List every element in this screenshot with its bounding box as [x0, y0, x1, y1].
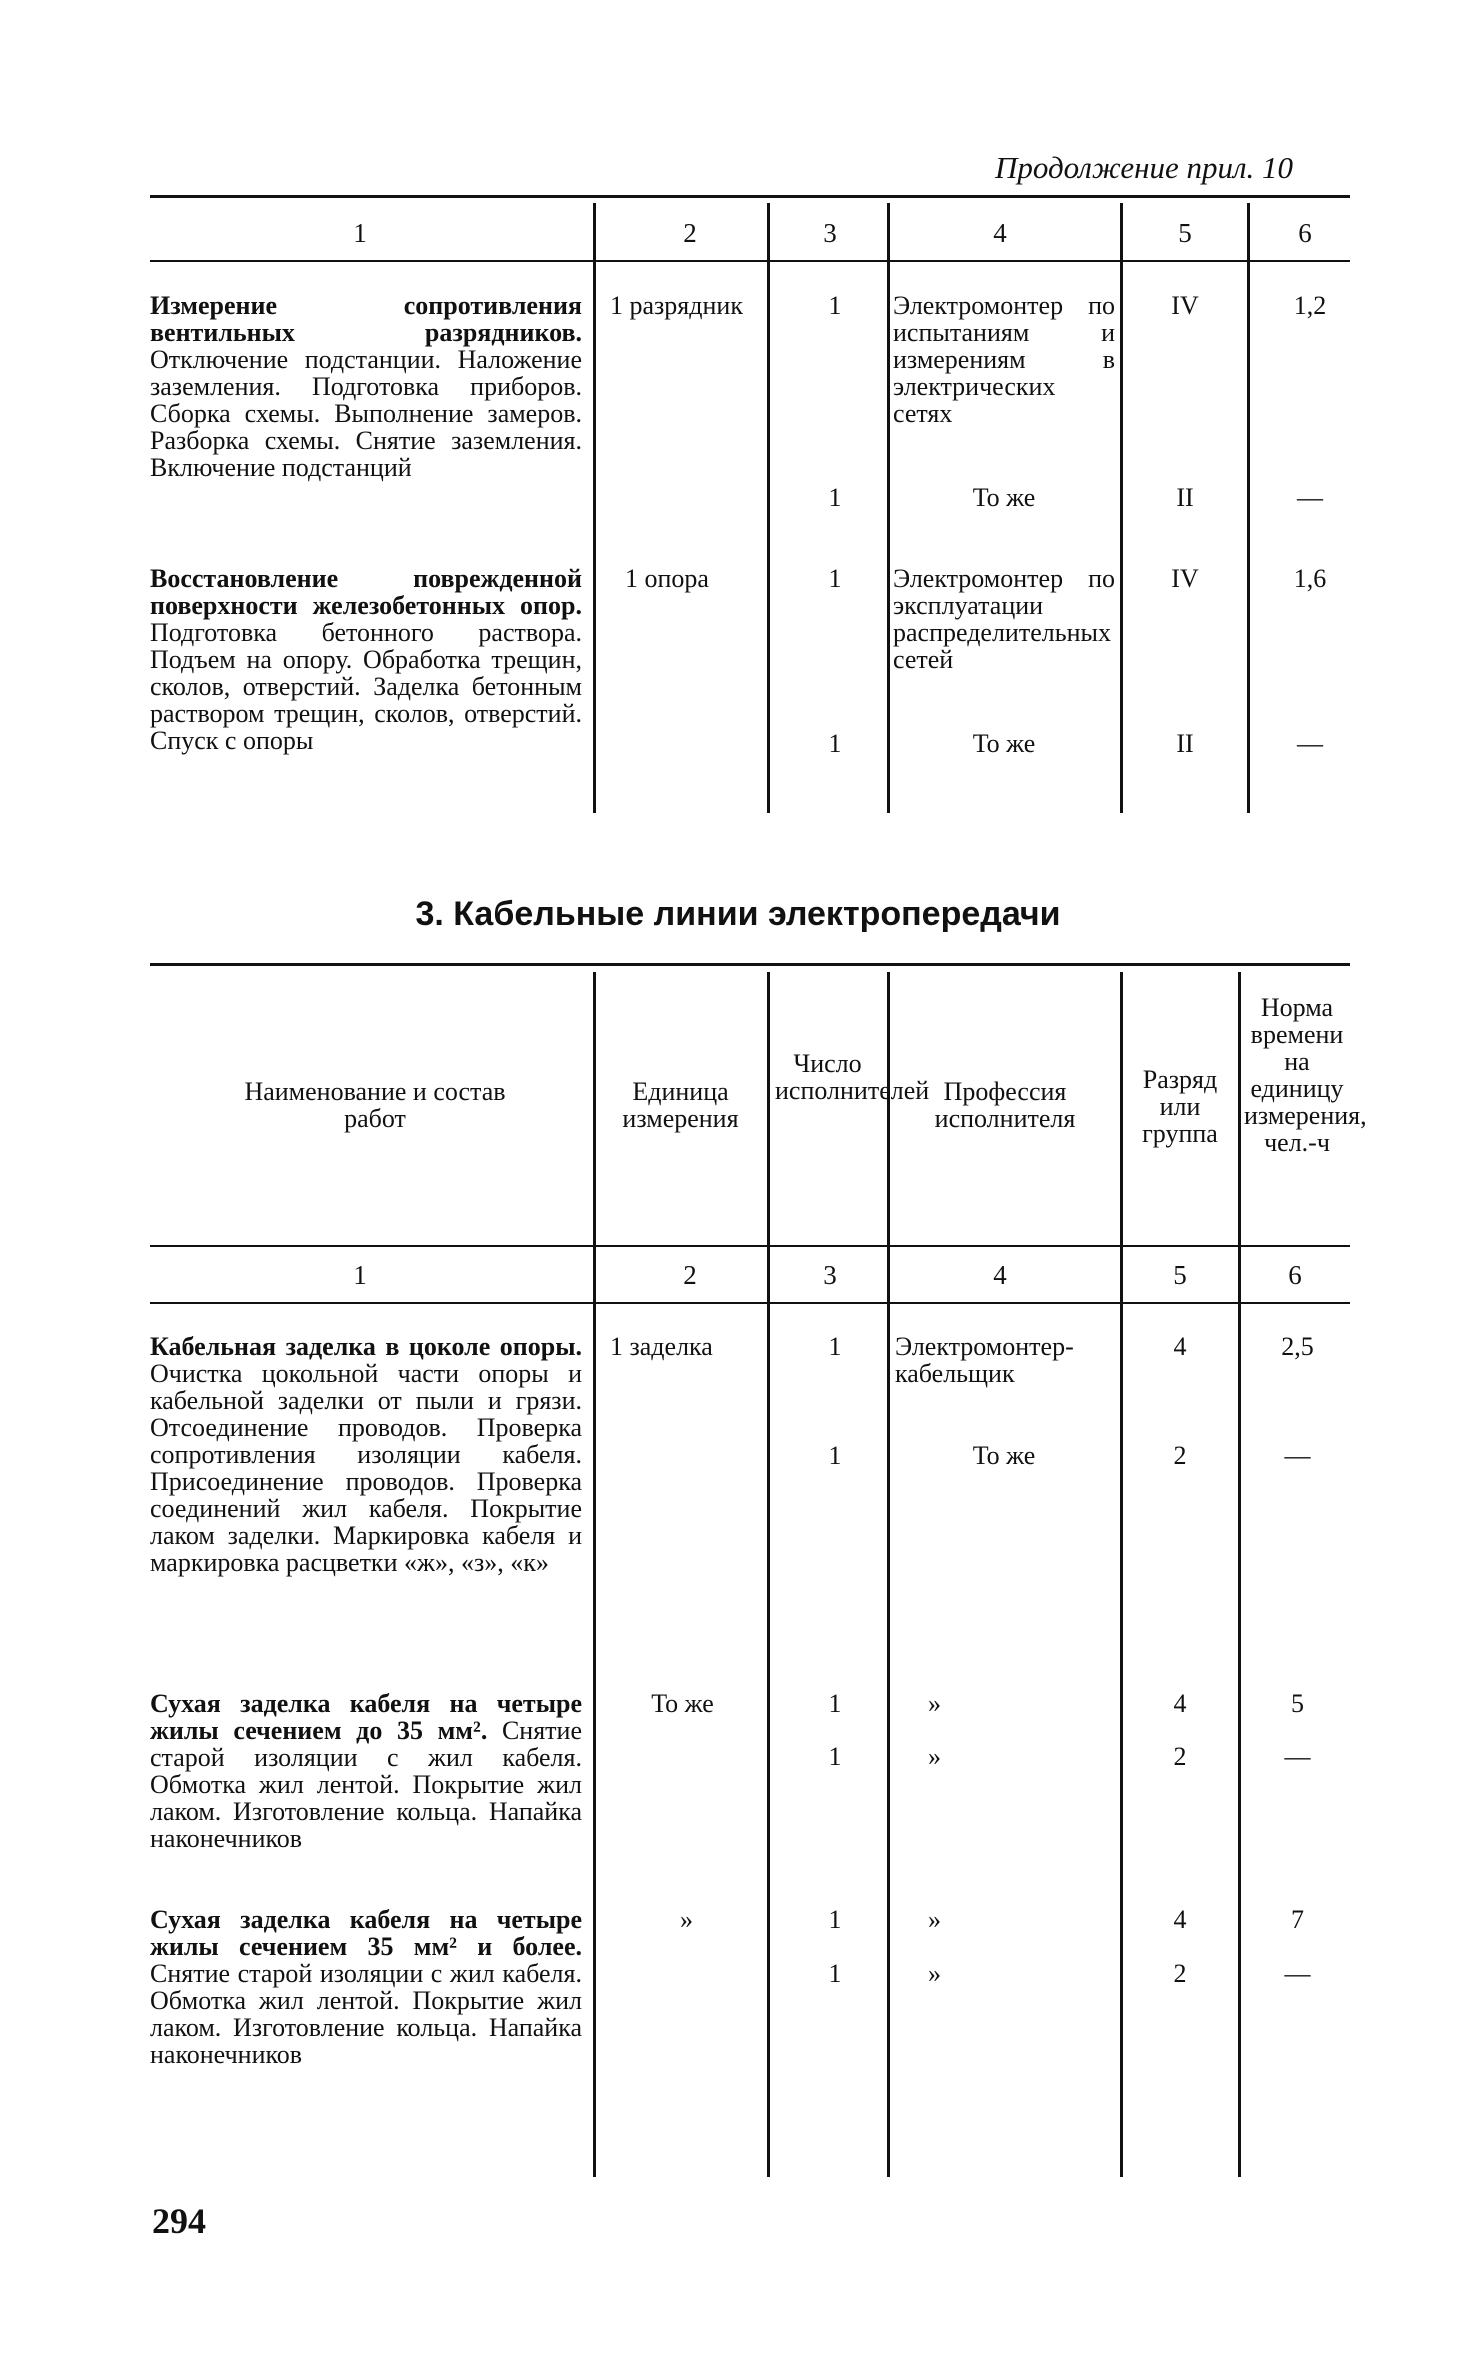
table-cell-profession: То же — [972, 483, 1036, 512]
table-cell-grade: IV — [1171, 291, 1199, 320]
column-header-profession: Профессия исполнителя — [934, 1077, 1076, 1133]
table-header-rule — [150, 260, 1350, 262]
table-cell-unit: То же — [651, 1689, 714, 1718]
table-cell-profession: То же — [972, 1441, 1036, 1470]
table-cell-count: 1 — [828, 1689, 842, 1718]
column-number: 5 — [1173, 1260, 1187, 1290]
table-cell-profession: » — [928, 1905, 941, 1934]
table-cell-unit: 1 разрядник — [610, 291, 743, 320]
table-cell-profession: » — [928, 1689, 941, 1718]
table-cell-norm: 1,2 — [1293, 291, 1327, 320]
column-number: 4 — [993, 1260, 1007, 1290]
column-divider — [887, 203, 890, 813]
column-divider — [887, 972, 890, 2177]
table-cell-norm: — — [1284, 1959, 1311, 1988]
table-cell-norm: 5 — [1291, 1689, 1304, 1718]
table-cell-count: 1 — [828, 564, 842, 593]
table-cell-count: 1 — [828, 1959, 842, 1988]
table-cell-grade: II — [1176, 729, 1194, 758]
table-cell-profession: » — [928, 1742, 941, 1771]
column-divider — [1120, 203, 1123, 813]
table-cell-norm: — — [1284, 1441, 1311, 1470]
table-cell-grade: 2 — [1173, 1959, 1187, 1988]
column-divider — [1120, 972, 1123, 2177]
column-header-name: Наименование и состав работ — [244, 1077, 506, 1133]
table-cell-count: 1 — [828, 291, 842, 320]
table-row-description: Восстановление поврежденной поверхности железобетонных опор. Подготовка бетонного раствора. Подъем на опору. Обработка трещин, сколов, отверстий. Заделка бетонным раствором трещин, сколов, отверстий. Спуск с опоры — [150, 564, 582, 755]
table-cell-unit: 1 опора — [625, 564, 709, 593]
column-header-grade: Разряд или группа — [1142, 1065, 1218, 1148]
table-top-rule — [150, 195, 1350, 198]
page-number: 294 — [152, 2201, 206, 2241]
table-cell-profession: Электромонтер-кабельщик — [895, 1332, 1074, 1388]
table-cell-count: 1 — [828, 729, 842, 758]
continuation-note: Продолжение прил. 10 — [995, 150, 1293, 185]
column-divider — [1238, 972, 1241, 2177]
column-number: 1 — [353, 1260, 367, 1290]
table-cell-norm: 7 — [1291, 1905, 1304, 1934]
table-cell-count: 1 — [828, 1742, 842, 1771]
column-number: 1 — [353, 218, 367, 248]
column-header-norm: Норма времени на единицу измерения, чел.-ч — [1244, 993, 1367, 1157]
table-cell-grade: 4 — [1173, 1332, 1187, 1361]
table-cell-count: 1 — [828, 1332, 842, 1361]
table-cell-grade: 4 — [1173, 1689, 1187, 1718]
table-row-description: Измерение сопротивления вентильных разрядников. Отключение подстанции. Наложение заземления. Подготовка приборов. Сборка схемы. Выполнение замеров. Разборка схемы. Снятие заземления. Включение подстанций — [150, 291, 582, 482]
column-divider — [1247, 203, 1250, 813]
table-row-description: Сухая заделка кабеля на четыре жилы сечением до 35 мм². Снятие старой изоляции с жил кабеля. Обмотка жил лентой. Покрытие жил лаком. Изготовление кольца. Напайка наконечников — [150, 1689, 582, 1853]
table-cell-count: 1 — [828, 483, 842, 512]
table-cell-norm: — — [1284, 1742, 1311, 1771]
table-cell-profession: Электромонтер по испытаниям и измерениям в электрических сетях — [893, 291, 1115, 428]
table-header-rule — [150, 1245, 1350, 1247]
table-cell-grade: 4 — [1173, 1905, 1187, 1934]
column-divider — [767, 203, 770, 813]
column-number: 6 — [1288, 1260, 1302, 1290]
table-cell-count: 1 — [828, 1905, 842, 1934]
column-divider — [767, 972, 770, 2177]
table-cell-norm: 1,6 — [1293, 564, 1327, 593]
table-row-description: Сухая заделка кабеля на четыре жилы сечением 35 мм² и более. Снятие старой изоляции с жил кабеля. Обмотка жил лентой. Покрытие жил лаком. Изготовление кольца. Напайка наконечников — [150, 1905, 582, 2069]
table-top-rule — [150, 963, 1350, 966]
column-header-unit: Единица измерения — [622, 1077, 739, 1133]
table-cell-norm: — — [1297, 483, 1323, 512]
table-cell-grade: IV — [1171, 564, 1199, 593]
table-cell-norm: 2,5 — [1281, 1332, 1314, 1361]
column-divider — [593, 972, 596, 2177]
table-cell-profession: То же — [972, 729, 1036, 758]
column-divider — [593, 203, 596, 813]
table-cell-unit: » — [680, 1905, 693, 1934]
column-number: 3 — [823, 218, 837, 248]
table-cell-norm: — — [1297, 729, 1323, 758]
table-numbers-rule — [150, 1302, 1350, 1304]
table-cell-grade: 2 — [1173, 1441, 1187, 1470]
column-number: 2 — [683, 1260, 697, 1290]
section-title: 3. Кабельные линии электропередачи — [415, 895, 1061, 933]
column-header-count: Число исполнителей — [775, 1049, 930, 1105]
table-cell-profession: » — [928, 1959, 941, 1988]
column-number: 2 — [683, 218, 697, 248]
table-cell-count: 1 — [828, 1441, 842, 1470]
column-number: 4 — [993, 218, 1007, 248]
column-number: 5 — [1178, 218, 1192, 248]
column-number: 3 — [823, 1260, 837, 1290]
column-number: 6 — [1298, 218, 1312, 248]
table-cell-grade: 2 — [1173, 1742, 1187, 1771]
table-cell-grade: II — [1176, 483, 1194, 512]
table-cell-profession: Электромонтер по эксплуатации распределительных сетей — [893, 564, 1115, 674]
table-row-description: Кабельная заделка в цоколе опоры. Очистка цокольной части опоры и кабельной заделки от пыли и грязи. Отсоединение проводов. Проверка сопротивления изоляции кабеля. Присоединение проводов. Проверка соединений жил кабеля. Покрытие лаком заделки. Маркировка кабеля и маркировка расцветки «ж», «з», «к» — [150, 1332, 582, 1577]
table-cell-unit: 1 заделка — [610, 1332, 713, 1361]
